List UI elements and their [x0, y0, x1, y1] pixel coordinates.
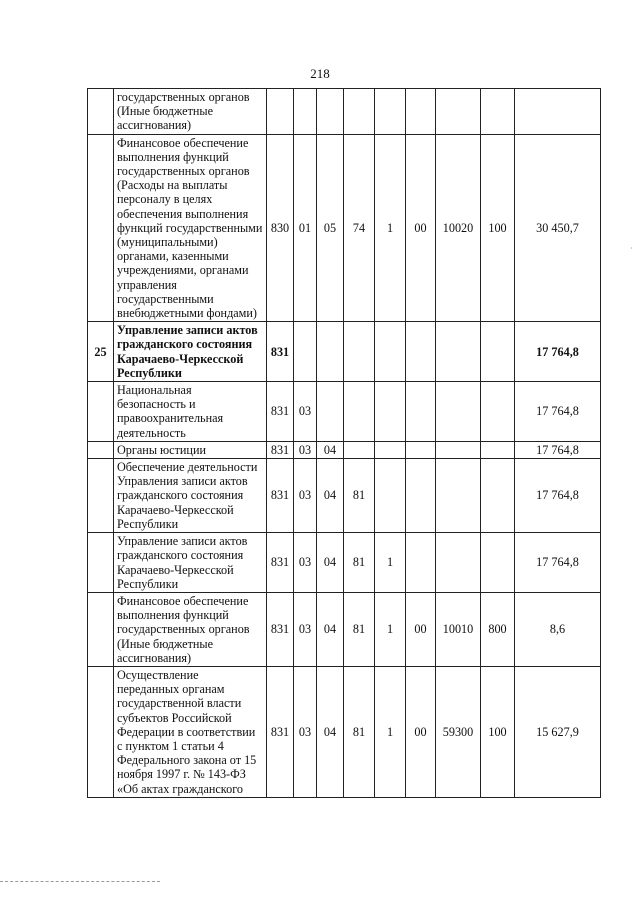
target-code-cell: 10010 — [436, 592, 481, 666]
section-code-cell: 03 — [294, 666, 317, 797]
section-code-cell: 03 — [294, 533, 317, 593]
target-code-cell — [436, 89, 481, 135]
subprogram-code-cell: 1 — [375, 592, 406, 666]
subsection-code-cell: 04 — [317, 533, 344, 593]
ministry-code-cell: 831 — [267, 592, 294, 666]
description-cell: Органы юстиции — [114, 441, 267, 458]
table-row — [88, 533, 601, 593]
amount-cell: 30 450,7 — [515, 134, 601, 322]
table-row — [88, 322, 601, 382]
ministry-code-cell: 831 — [267, 441, 294, 458]
program-code-cell — [344, 441, 375, 458]
program-code-cell: 81 — [344, 666, 375, 797]
subsection-code-cell — [317, 382, 344, 442]
amount-cell: 17 764,8 — [515, 441, 601, 458]
row-number-cell — [88, 89, 114, 135]
scan-mark: · — [630, 244, 633, 253]
program-code-cell — [344, 89, 375, 135]
program-code-cell — [344, 322, 375, 382]
expense-type-code-cell — [481, 459, 515, 533]
direction-code-cell — [406, 89, 436, 135]
ministry-code-cell: 831 — [267, 322, 294, 382]
table-row — [88, 459, 601, 533]
subprogram-code-cell — [375, 459, 406, 533]
amount-cell: 17 764,8 — [515, 382, 601, 442]
budget-table — [87, 88, 601, 798]
table-row — [88, 382, 601, 442]
direction-code-cell — [406, 533, 436, 593]
ministry-code-cell: 831 — [267, 382, 294, 442]
amount-cell: 15 627,9 — [515, 666, 601, 797]
expense-type-code-cell — [481, 441, 515, 458]
section-code-cell: 03 — [294, 382, 317, 442]
subsection-code-cell: 05 — [317, 134, 344, 322]
section-code-cell — [294, 322, 317, 382]
expense-type-code-cell: 100 — [481, 134, 515, 322]
table-row — [88, 666, 601, 797]
target-code-cell — [436, 459, 481, 533]
subprogram-code-cell — [375, 89, 406, 135]
subsection-code-cell: 04 — [317, 459, 344, 533]
description-cell: Национальная безопасность и правоохранительная деятельность — [114, 382, 267, 442]
row-number-cell — [88, 382, 114, 442]
table-body — [88, 89, 601, 798]
description-cell: Финансовое обеспечение выполнения функций государственных органов (Иные бюджетные ассигнования) — [114, 592, 267, 666]
subprogram-code-cell: 1 — [375, 134, 406, 322]
subprogram-code-cell — [375, 441, 406, 458]
amount-cell: 17 764,8 — [515, 533, 601, 593]
section-code-cell: 03 — [294, 459, 317, 533]
expense-type-code-cell — [481, 322, 515, 382]
section-code-cell: 01 — [294, 134, 317, 322]
subprogram-code-cell: 1 — [375, 666, 406, 797]
target-code-cell — [436, 533, 481, 593]
expense-type-code-cell — [481, 533, 515, 593]
subprogram-code-cell — [375, 382, 406, 442]
expense-type-code-cell: 100 — [481, 666, 515, 797]
expense-type-code-cell — [481, 382, 515, 442]
amount-cell — [515, 89, 601, 135]
amount-cell: 8,6 — [515, 592, 601, 666]
description-cell: Управление записи актов гражданского состояния Карачаево-Черкесской Республики — [114, 533, 267, 593]
page-number: 218 — [310, 66, 330, 81]
program-code-cell — [344, 382, 375, 442]
direction-code-cell: 00 — [406, 666, 436, 797]
program-code-cell: 81 — [344, 459, 375, 533]
description-cell: Обеспечение деятельности Управления записи актов гражданского состояния Карачаево-Черкесской Республики — [114, 459, 267, 533]
direction-code-cell — [406, 382, 436, 442]
direction-code-cell — [406, 459, 436, 533]
amount-cell: 17 764,8 — [515, 459, 601, 533]
row-number-cell — [88, 666, 114, 797]
row-number-cell — [88, 592, 114, 666]
ministry-code-cell — [267, 89, 294, 135]
table-row — [88, 134, 601, 322]
target-code-cell — [436, 441, 481, 458]
row-number-cell — [88, 533, 114, 593]
table-row — [88, 441, 601, 458]
row-number-cell — [88, 459, 114, 533]
program-code-cell: 74 — [344, 134, 375, 322]
row-number-cell — [88, 134, 114, 322]
subsection-code-cell — [317, 322, 344, 382]
ministry-code-cell: 831 — [267, 459, 294, 533]
description-cell: Осуществление переданных органам государственной власти субъектов Российской Федерации в соответствии с пунктом 1 статьи 4 Федерального закона от 15 ноября 1997 г. № 143-ФЗ «Об актах гражданского — [114, 666, 267, 797]
target-code-cell: 59300 — [436, 666, 481, 797]
subsection-code-cell — [317, 89, 344, 135]
section-code-cell — [294, 89, 317, 135]
direction-code-cell — [406, 322, 436, 382]
subsection-code-cell: 04 — [317, 592, 344, 666]
program-code-cell: 81 — [344, 533, 375, 593]
ministry-code-cell: 831 — [267, 666, 294, 797]
subprogram-code-cell: 1 — [375, 533, 406, 593]
row-number-cell: 25 — [88, 322, 114, 382]
description-cell: Финансовое обеспечение выполнения функций государственных органов (Расходы на выплаты персоналу в целях обеспечения выполнения функций государственными (муниципальными) органами, казенными учреждениями, органами управления государственными внебюджетными фондами) — [114, 134, 267, 322]
table-row — [88, 89, 601, 135]
amount-cell: 17 764,8 — [515, 322, 601, 382]
program-code-cell: 81 — [344, 592, 375, 666]
ministry-code-cell: 831 — [267, 533, 294, 593]
table-row — [88, 592, 601, 666]
subprogram-code-cell — [375, 322, 406, 382]
description-cell: государственных органов (Иные бюджетные ассигнования) — [114, 89, 267, 135]
direction-code-cell: 00 — [406, 592, 436, 666]
subsection-code-cell: 04 — [317, 666, 344, 797]
target-code-cell: 10020 — [436, 134, 481, 322]
direction-code-cell: 00 — [406, 134, 436, 322]
ministry-code-cell: 830 — [267, 134, 294, 322]
target-code-cell — [436, 382, 481, 442]
direction-code-cell — [406, 441, 436, 458]
expense-type-code-cell — [481, 89, 515, 135]
target-code-cell — [436, 322, 481, 382]
expense-type-code-cell: 800 — [481, 592, 515, 666]
subsection-code-cell: 04 — [317, 441, 344, 458]
description-cell: Управление записи актов гражданского состояния Карачаево-Черкесской Республики — [114, 322, 267, 382]
scan-edge-line — [0, 881, 160, 882]
section-code-cell: 03 — [294, 592, 317, 666]
section-code-cell: 03 — [294, 441, 317, 458]
row-number-cell — [88, 441, 114, 458]
